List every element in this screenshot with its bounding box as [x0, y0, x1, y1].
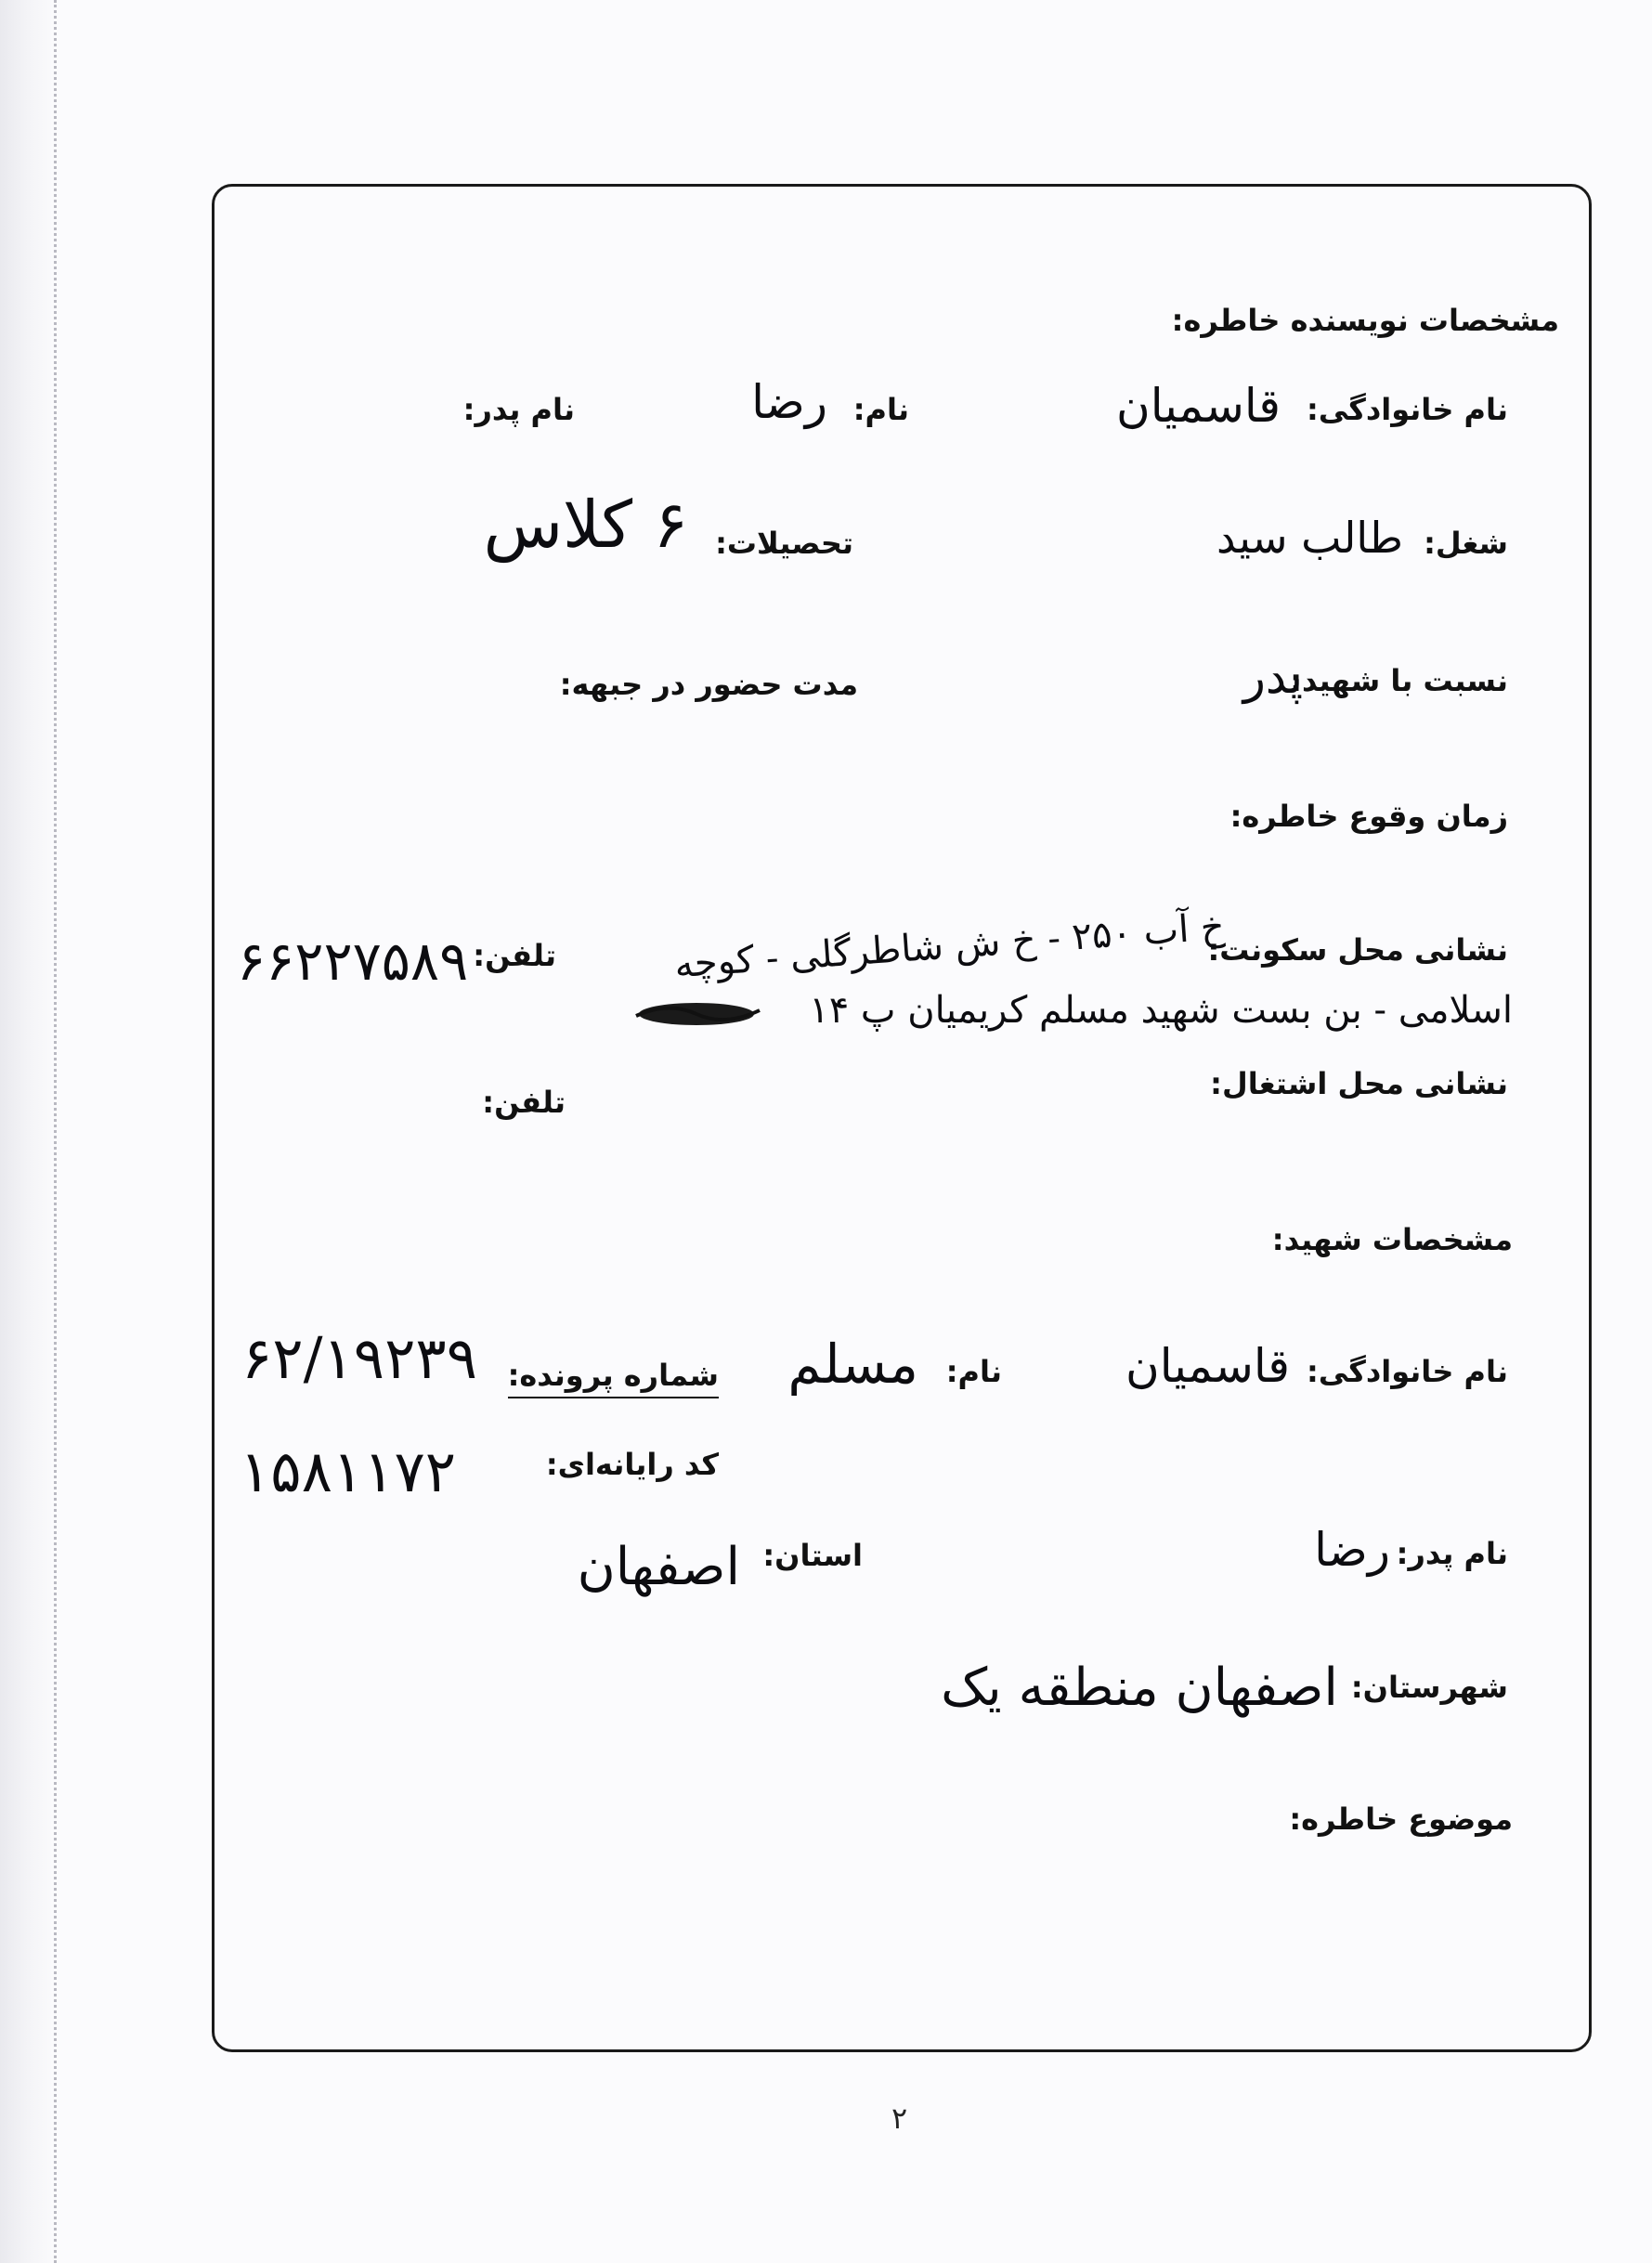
- home-address-line2: اسلامی - بن بست شهید مسلم کریمیان پ ۱۴: [809, 989, 1513, 1032]
- martyr-heading: مشخصات شهید:: [1271, 1222, 1513, 1257]
- work-phone-label: تلفن:: [482, 1085, 566, 1120]
- martyr-first-name-label: نام:: [945, 1354, 1002, 1389]
- author-front-duration-label: مدت حضور در جبهه:: [559, 667, 858, 702]
- author-heading: مشخصات نویسنده خاطره:: [1171, 303, 1559, 338]
- province-value: اصفهان: [577, 1537, 740, 1597]
- martyr-family-name-value: قاسمیان: [1125, 1339, 1290, 1393]
- author-relation-label: نسبت با شهید:: [1290, 663, 1508, 698]
- author-education-label: تحصیلات:: [715, 526, 853, 561]
- home-phone-value: ۶۶۲۲۷۵۸۹: [237, 930, 469, 993]
- city-label: شهرستان:: [1350, 1670, 1508, 1705]
- file-number-value: ۶۲/۱۹۲۳۹: [241, 1324, 477, 1392]
- memory-subject-label: موضوع خاطره:: [1289, 1801, 1513, 1837]
- form-frame: [212, 184, 1592, 2052]
- author-education-value: ۶ کلاس: [483, 487, 688, 563]
- martyr-father-name-label: نام پدر:: [1396, 1536, 1508, 1571]
- city-value: اصفهان منطقه یک: [941, 1658, 1338, 1718]
- author-family-name-label: نام خانوادگی:: [1307, 392, 1508, 427]
- author-father-name-label: نام پدر:: [462, 392, 575, 427]
- file-number-label: شماره پرونده:: [508, 1358, 719, 1398]
- author-first-name-value: رضا: [751, 375, 827, 429]
- computer-code-label: کد رایانه‌ای:: [545, 1447, 719, 1482]
- crossed-out-scribble: [631, 995, 761, 1033]
- home-address-line1: خ آب ۲۵۰ - خ ش شاطرگلی - کوچه: [673, 905, 1227, 987]
- author-event-time-label: زمان وقوع خاطره:: [1229, 799, 1508, 834]
- martyr-father-name-value: رضا: [1314, 1523, 1390, 1577]
- computer-code-value: ۱۵۸۱۱۷۲: [240, 1437, 457, 1505]
- author-relation-value: پدر: [1242, 650, 1303, 704]
- province-label: استان:: [762, 1538, 863, 1573]
- author-first-name-label: نام:: [852, 392, 909, 427]
- martyr-first-name-value: مسلم: [787, 1333, 918, 1396]
- home-phone-label: تلفن:: [473, 938, 556, 973]
- author-family-name-value: قاسمیان: [1116, 379, 1281, 433]
- home-address-label: نشانی محل سکونت:: [1207, 932, 1508, 968]
- binding-edge: [0, 0, 58, 2263]
- page-number: ۲: [891, 2100, 908, 2136]
- author-occupation-label: شغل:: [1424, 526, 1508, 561]
- work-address-label: نشانی محل اشتغال:: [1210, 1066, 1508, 1101]
- martyr-family-name-label: نام خانوادگی:: [1307, 1354, 1508, 1389]
- author-occupation-value: طالب سید: [1216, 513, 1403, 563]
